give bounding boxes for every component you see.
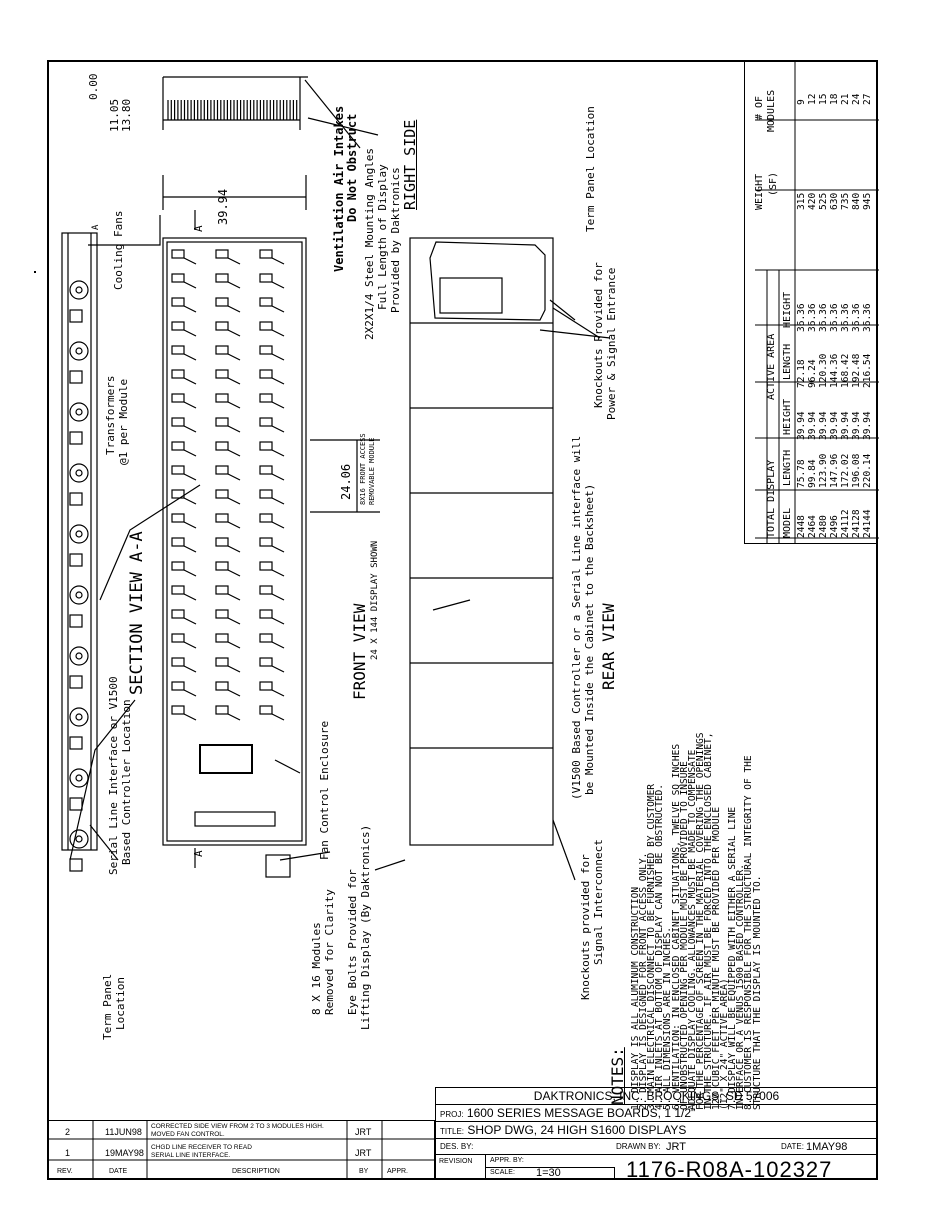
table-cell: 21 [840,93,851,105]
table-cell: 220.14 [862,453,873,488]
modules-removed-label: 8 X 16 Modules [310,922,323,1015]
note-line: 2. DISPLAY IS DESIGNED FOR FRONT ACCESS ONLY. [638,852,650,1110]
term-panel-left-label: Term Panel [101,973,114,1040]
led-module [260,274,272,282]
table-cell: 15 [818,93,829,105]
transformer-icon [70,676,82,688]
note-line: IN THE STRUCTURE. IF AIR MUST BE FORCED INTO THE ENCLOSED CABINET, [702,732,714,1110]
fan-control-box [266,855,290,877]
led-module [216,538,228,546]
table-cell: 36.36 [796,303,807,332]
table-header: HEIGHT [782,398,793,435]
mounting-sub1: Full Length of Display [376,164,389,310]
table-cell: 75.78 [796,459,807,488]
table-cell: 24 [851,93,862,105]
table-cell: 18 [829,93,840,105]
fan-icon [70,525,88,543]
led-module [260,418,272,426]
led-module [172,610,184,618]
fan-icon [70,342,88,360]
table-header: MODULES [766,89,777,132]
appr-label: APPR. BY: [490,1157,524,1164]
led-module [216,682,228,690]
des-row [435,1138,878,1155]
table-cell: 123.90 [818,453,829,488]
led-module [172,682,184,690]
revision-table [47,1123,435,1180]
front-view-sub: 24 X 144 DISPLAY SHOWN [370,540,380,660]
table-cell: 9 [796,99,807,105]
table-cell: 39.94 [807,411,818,440]
fan-icon [70,647,88,665]
rear-view-outline [410,238,553,845]
rev-header: BY [359,1168,369,1175]
des-label: DES. BY: [440,1142,474,1151]
ventilation-sub: Do Not Obstruct [345,113,359,222]
rev-header: DESCRIPTION [232,1168,280,1175]
transformer-icon [70,493,82,505]
knockouts-signal-label: Knockouts provided for [579,854,592,1000]
led-module [216,706,228,714]
table-cell: 168.42 [840,353,851,388]
table-cell: 39.94 [829,411,840,440]
table-cell: 36.36 [862,303,873,332]
led-module [260,610,272,618]
serial-line-sub: Based Controller Location [120,699,133,865]
led-module [216,514,228,522]
table-cell: 2464 [807,515,818,538]
led-module [172,538,184,546]
rev-header: REV. [57,1168,73,1175]
table-cell: 945 [862,192,873,210]
term-panel-left-sub: Location [114,977,127,1030]
led-module [172,346,184,354]
led-module [216,370,228,378]
fan-icon [70,281,88,299]
table-cell: 96.24 [807,359,818,388]
title-label: TITLE: [440,1127,465,1136]
led-module [216,658,228,666]
table-cell: 27 [862,93,873,105]
knockouts-power-label: Knockouts Provided for [592,262,605,408]
proj-row [435,1104,878,1122]
dim-1380: 13.80 [120,98,133,132]
front-view-title: FRONT VIEW [350,603,369,700]
rev-header: APPR. [387,1168,409,1175]
section-view-outline [62,233,97,850]
led-module [172,586,184,594]
table-cell: 39.94 [851,411,862,440]
notes-heading: NOTES: [608,1047,627,1105]
led-module [216,490,228,498]
note-line: INTERFACE OR A VENUS 1500 BASED CONTROLLER. [735,864,747,1110]
table-cell: 120.30 [818,353,829,388]
table-cell: 144.36 [829,353,840,388]
drawn-value: JRT [666,1141,686,1153]
led-module [260,586,272,594]
transformer-icon [70,798,82,810]
led-module [260,394,272,402]
led-module [260,658,272,666]
led-module [172,466,184,474]
note-line: OF UNOBSTRUCTED OPENING PER MODULE MUST BE PROVIDED TO INSURE [678,761,690,1110]
note-line: 4. AIR INLETS AT BOTTOM OF DISPLAY CAN NOT BE OBSTRUCTED. [654,783,666,1110]
led-module [260,538,272,546]
led-module [172,514,184,522]
led-module [260,346,272,354]
table-header: LENGTH [782,343,793,380]
rear-note-1: (V1500 Based Controller or a Serial Line interface will [570,435,583,800]
title-row [435,1121,878,1139]
led-module [260,370,272,378]
scale-value: 1=30 [536,1167,561,1179]
rev-desc: CHGD LINE RECEIVER TO READ [151,1144,252,1151]
cooling-fins [168,100,297,120]
table-cell: 2448 [796,515,807,538]
led-module [260,514,272,522]
table-header: HEIGHT [782,291,793,328]
drawn-label: DRAWN BY: [616,1142,661,1151]
table-cell: 39.94 [862,411,873,440]
company-line: DAKTRONICS, INC. BROOKINGS, SD 57006 [435,1087,878,1105]
table-header: LENGTH [782,449,793,486]
table-cell: 196.08 [851,453,862,488]
led-module [172,442,184,450]
note-line: 8. CUSTOMER IS RESPONSIBLE FOR THE STRUCTURAL INTEGRITY OF THE [743,755,755,1110]
rev-date: 11JUN98 [105,1127,142,1137]
led-module [260,490,272,498]
rev-header: DATE [109,1168,128,1175]
table-cell: 36.36 [851,303,862,332]
table-cell: 735 [840,192,851,210]
rear-view-title: REAR VIEW [599,603,618,690]
table-cell: 216.54 [862,353,873,388]
front-access-sub: REMOVABLE MODULE [368,437,376,505]
rev-by: JRT [355,1127,372,1137]
date-label: DATE: [781,1142,804,1151]
table-cell: 36.36 [829,303,840,332]
revision-row [435,1154,878,1180]
rev-by: JRT [355,1148,372,1158]
eye-bolts-sub: Lifting Display (By Daktronics) [359,824,372,1030]
fan-icon [70,464,88,482]
led-module [172,706,184,714]
table-cell: 147.96 [829,453,840,488]
transformers-label: Transformers [104,375,117,455]
section-mark-bottom: A [192,850,205,857]
rear-panels [410,323,553,748]
section-view-title: SECTION VIEW A-A [127,531,147,695]
mounting-label: 2X2X1/4 Steel Mounting Angles [363,147,376,340]
transformer-icon [70,371,82,383]
transformer-icon [70,615,82,627]
led-module [216,634,228,642]
led-module [216,562,228,570]
table-cell: 315 [796,192,807,210]
note-line: (12" X 24" ACTIVE AREA) [719,978,731,1110]
led-module [260,634,272,642]
table-cell: 630 [829,192,840,210]
rev-desc: SERIAL LINE INTERFACE. [151,1152,231,1159]
table-header: (SF) [768,171,779,196]
table-cell: 39.94 [818,411,829,440]
transformer-icon [70,737,82,749]
proj-label: PROJ: [440,1110,464,1119]
table-cell: 72.18 [796,359,807,388]
led-module [216,250,228,258]
rev-number: 1 [65,1148,71,1158]
rear-note-2: be Mounted Inside the Cabinet to the Backsheet) [583,483,596,795]
led-module [172,250,184,258]
led-module [172,322,184,330]
title-value: SHOP DWG, 24 HIGH S1600 DISPLAYS [467,1123,687,1137]
table-cell: 36.36 [818,303,829,332]
mounting-sub2: Provided by Daktronics [389,167,402,313]
led-module [172,658,184,666]
led-module [216,394,228,402]
dim-3994: 39.94 [216,188,230,225]
led-module [216,322,228,330]
fan-icon [70,403,88,421]
knockouts-power-sub: Power & Signal Entrance [605,267,618,420]
rev-desc: CORRECTED SIDE VIEW FROM 2 TO 3 MODULES HIGH. [151,1123,324,1130]
cooling-fans [70,281,88,871]
table-header: MODEL [782,507,793,538]
led-module [260,298,272,306]
proj-value: 1600 SERIES MESSAGE BOARDS, 1 1/2" [466,1106,696,1120]
date-value: 1MAY98 [806,1141,848,1153]
rear-knockout-box [440,278,502,313]
table-cell: 24144 [862,509,873,538]
cooling-fans-label: Cooling Fans [112,210,125,290]
led-module [260,466,272,474]
table-cell: 36.36 [807,303,818,332]
transformers-sub: @1 per Module [117,378,130,465]
rev-number: 2 [65,1127,71,1137]
table-cell: 420 [807,192,818,210]
eye-bolts-label: Eye Bolts Provided for [346,869,359,1015]
fan-control-label: Fan Control Enclosure [318,720,331,860]
ventilation-label: Ventilation Air Intakes [332,105,346,272]
table-cell: 525 [818,192,829,210]
note-line: FOR THE PERCENTAGE OF SCREEN IN THE MATERIAL COVERING THE OPENINGS [694,732,706,1110]
rev-date: 19MAY98 [105,1148,144,1158]
note-line: ADEQUATE DISPLAY COOLING. ALLOWANCES MUST BE MADE TO COMPENSATE [686,749,698,1110]
table-cell: 24128 [851,509,862,538]
led-module [260,706,272,714]
revision-label: REVISION [436,1155,486,1179]
term-panel-right-label: Term Panel Location [584,106,597,232]
table-cell: 99.84 [807,459,818,488]
led-module [216,274,228,282]
led-module [216,586,228,594]
rear-term-panel [430,242,545,320]
table-cell: 39.94 [840,411,851,440]
note-line: 120 CUBIC FEET PER MINUTE MUST BE PROVIDED PER MODULE [711,806,722,1110]
note-line: 5. ALL DIMENSIONS ARE IN INCHES. [662,926,674,1110]
serial-line-label: Serial Line Interface or V1500 [107,676,120,875]
led-module [216,418,228,426]
table-cell: 2480 [818,515,829,538]
led-module [260,322,272,330]
led-module [216,346,228,354]
table-cell: 192.48 [851,353,862,388]
module-grid [172,250,284,720]
table-header: # OF [754,95,765,120]
table-cell: 840 [851,192,862,210]
knockouts-signal-sub: Signal Interconnect [592,839,605,965]
dim-1105: 11.05 [108,98,121,132]
front-access-label: 8X16 FRONT ACCESS [359,433,367,505]
rev-desc: MOVED FAN CONTROL. [151,1131,225,1138]
note-line: 6. VENTILATION: IN ENCLOSED CABINET SITUATIONS, TWELVE SQ INCHES [670,743,682,1110]
table-cell: 172.02 [840,453,851,488]
led-module [260,442,272,450]
note-line: 3. MAIN ELECTRICAL DISCONNECT TO BE FURNISHED BY CUSTOMER [646,783,658,1110]
group-header-total: TOTAL DISPLAY [766,459,777,538]
right-side-title: RIGHT SIDE [401,119,419,210]
transformer-icon [70,432,82,444]
fan-icon [70,830,88,848]
dim-000: 0.00 [87,73,100,100]
modules-removed-sub: Removed for Clarity [323,889,336,1015]
table-cell: 39.94 [796,411,807,440]
table-header: WEIGHT [754,173,765,210]
led-module [216,442,228,450]
table-cell: 12 [807,93,818,105]
led-module [216,466,228,474]
led-module [172,634,184,642]
transformer-icon [70,310,82,322]
transformer-icon [70,859,82,871]
section-mark-top: A [192,225,205,232]
note-line: 7. DISPLAY WILL BE EQUIPPED WITH EITHER A SERIAL LINE [727,806,739,1110]
note-line: 1. DISPLAY IS ALL ALUMINUM CONSTRUCTION [630,886,641,1110]
led-module [216,610,228,618]
led-module [172,274,184,282]
svg-text:A: A [91,224,101,230]
spec-table [744,60,878,544]
led-module [172,562,184,570]
led-module [172,370,184,378]
led-module [260,562,272,570]
dim-2406: 24.06 [339,463,353,500]
table-cell: 24112 [840,509,851,538]
led-module [172,418,184,426]
table-cell: 2496 [829,515,840,538]
table-cell: 36.36 [840,303,851,332]
led-module [260,250,272,258]
term-panel-box [195,812,275,826]
led-module [216,298,228,306]
led-module [172,298,184,306]
drawing-number: 1176-R08A-102327 [626,1157,833,1182]
led-module [172,394,184,402]
controller-box [200,745,252,773]
note-line: STRUCTURE THAT THE DISPLAY IS MOUNTED TO. [751,875,763,1110]
fan-icon [70,586,88,604]
scale-label: SCALE: [490,1169,515,1176]
group-header-active: ACTIVE AREA [766,333,777,400]
fan-icon [70,708,88,726]
transformer-icon [70,554,82,566]
fan-icon [70,769,88,787]
led-module [260,682,272,690]
